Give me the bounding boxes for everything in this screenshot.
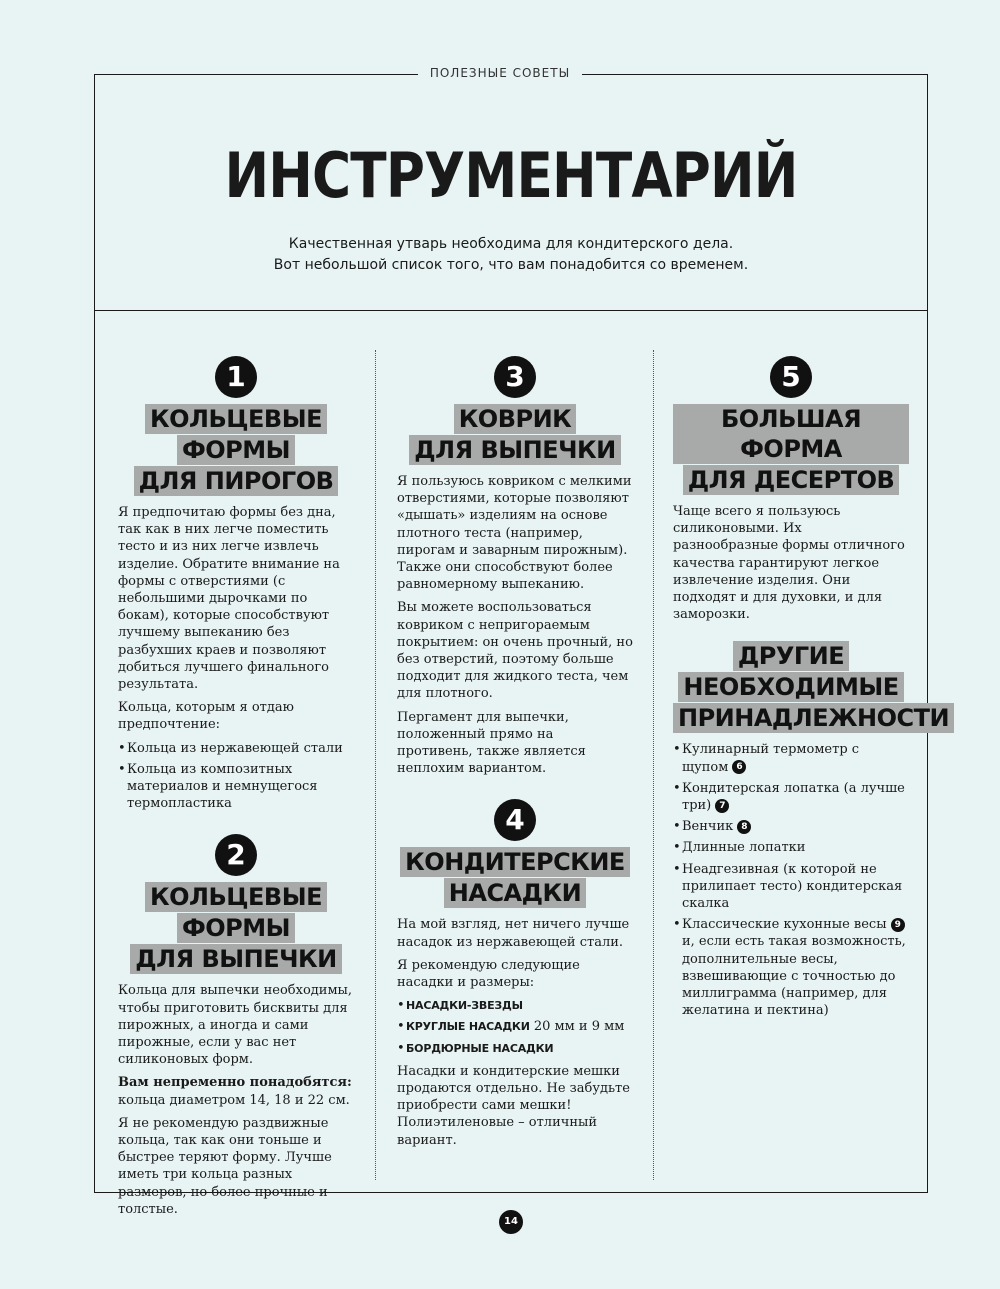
item-heading: ДРУГИЕ НЕОБХОДИМЫЕ ПРИНАДЛЕЖНОСТИ — [673, 641, 909, 733]
item-number-badge: 3 — [494, 356, 536, 398]
item-heading: КОЛЬЦЕВЫЕ ФОРМЫ ДЛЯ ПИРОГОВ — [118, 404, 354, 496]
paragraph: Насадки и кондитерские мешки продаются отдельно. Не забудьте приобрести сами мешки! Полиэтиленовые – отличный вариант. — [397, 1063, 630, 1148]
tools-list — [673, 741, 909, 1019]
item-3 — [397, 356, 633, 777]
paragraph: Я предпочитаю формы без дна, так как в них легче поместить тесто и из них легче извлечь изделие. Обратите внимание на формы с отверстиями (с небольшими дырочками по бокам), которые способствуют лучшему выпеканию без разбухших краев и позволяют добиться лучшего финального результата. — [118, 505, 340, 693]
paragraph: Кольца для выпечки необходимы, чтобы приготовить бисквиты для пирожных, а иногда и сами пирожные, если у вас нет силиконовых форм. — [118, 983, 353, 1068]
paragraph: Вы можете воспользоваться ковриком с непригораемым покрытием: он очень прочный, но без отверстий, поэтому больше подходит для жидкого теста, чем для плотного. — [397, 600, 633, 702]
paragraph: Чаще всего я пользуюсь силиконовыми. Их разнообразные формы отличного качества гарантируют легкое извлечение изделия. Они подходят и для духовки, и для заморозки. — [673, 504, 905, 623]
intro-text: Качественная утварь необходима для кондитерского дела. Вот небольшой список того, что вам понадобится со временем. — [273, 236, 749, 273]
item-heading: БОЛЬШАЯ ФОРМА ДЛЯ ДЕСЕРТОВ — [673, 404, 909, 495]
paragraph: Пергамент для выпечки, положенный прямо на противень, также является неплохим вариантом. — [397, 709, 586, 777]
header-divider — [94, 310, 928, 311]
item-heading: КОВРИК ДЛЯ ВЫПЕЧКИ — [397, 404, 633, 465]
paragraph: Я пользуюсь ковриком с мелкими отверстиями, которые позволяют «дышать» изделиям на основе плотного теста (например, пирогам и заварным пирожным). Также они способствуют более равномерному выпеканию. — [397, 474, 632, 593]
column-3 — [673, 356, 950, 1025]
section-label: ПОЛЕЗНЫЕ СОВЕТЫ — [0, 66, 1000, 80]
list-item: • Длинные лопатки — [673, 839, 909, 856]
paragraph: Я не рекомендую раздвижные кольца, так как они тоньше и быстрее теряют форму. Лучше иметь три кольца разных размеров, но более прочные и толстые. — [118, 1115, 332, 1217]
item-5 — [673, 356, 909, 623]
paragraph: Кольца, которым я отдаю предпочтение: — [118, 700, 294, 733]
ring-list — [118, 740, 354, 813]
list-item: • Классические кухонные весы 9 и, если есть такая возможность, дополнительные весы, взвешивающие с точностью до миллиграмма (например, для желатина и пектина) — [673, 916, 909, 1019]
column-divider-2 — [653, 350, 654, 1180]
list-item: • Кондитерская лопатка (а лучше три) 7 — [673, 780, 909, 814]
item-2 — [118, 834, 354, 1218]
paragraph: Я рекомендую следующие насадки и размеры: — [397, 957, 580, 991]
column-2 — [397, 356, 633, 1155]
number-badge: 7 — [715, 799, 729, 813]
paragraph: На мой взгляд, нет ничего лучше насадок из нержавеющей стали. — [397, 917, 630, 950]
item-1 — [118, 356, 354, 812]
other-tools — [673, 641, 950, 1019]
list-item: • Кулинарный термометр с щупом 6 — [673, 741, 909, 775]
list-item: • КРУГЛЫЕ НАСАДКИ 20 мм и 9 мм — [397, 1018, 633, 1035]
list-item: • БОРДЮРНЫЕ НАСАДКИ — [397, 1040, 633, 1057]
list-item: • Венчик 8 — [673, 818, 909, 835]
number-badge: 9 — [891, 918, 905, 932]
item-number-badge: 2 — [215, 834, 257, 876]
paragraph: Вам непременно понадобятся: кольца диаметром 14, 18 и 22 см. — [118, 1075, 352, 1108]
item-number-badge: 1 — [215, 356, 257, 398]
list-item: • НАСАДКИ-ЗВЕЗДЫ — [397, 997, 633, 1014]
column-divider-1 — [375, 350, 376, 1180]
item-4 — [397, 799, 633, 1148]
item-heading: КОНДИТЕРСКИЕ НАСАДКИ — [397, 847, 633, 908]
item-heading: КОЛЬЦЕВЫЕ ФОРМЫ ДЛЯ ВЫПЕЧКИ — [118, 882, 354, 974]
page-title: ИНСТРУМЕНТАРИЙ — [224, 139, 798, 212]
item-number-badge: 4 — [494, 799, 536, 841]
nozzle-list — [397, 997, 633, 1057]
column-1 — [118, 356, 354, 1224]
list-item: • Неадгезивная (к которой не прилипает тесто) кондитерская скалка — [673, 861, 909, 913]
list-item: • Кольца из нержавеющей стали — [118, 740, 354, 757]
page-number: 14 — [499, 1210, 523, 1234]
number-badge: 6 — [732, 760, 746, 774]
item-number-badge: 5 — [770, 356, 812, 398]
number-badge: 8 — [737, 820, 751, 834]
list-item: • Кольца из композитных материалов и немнущегося термопластика — [118, 761, 354, 813]
